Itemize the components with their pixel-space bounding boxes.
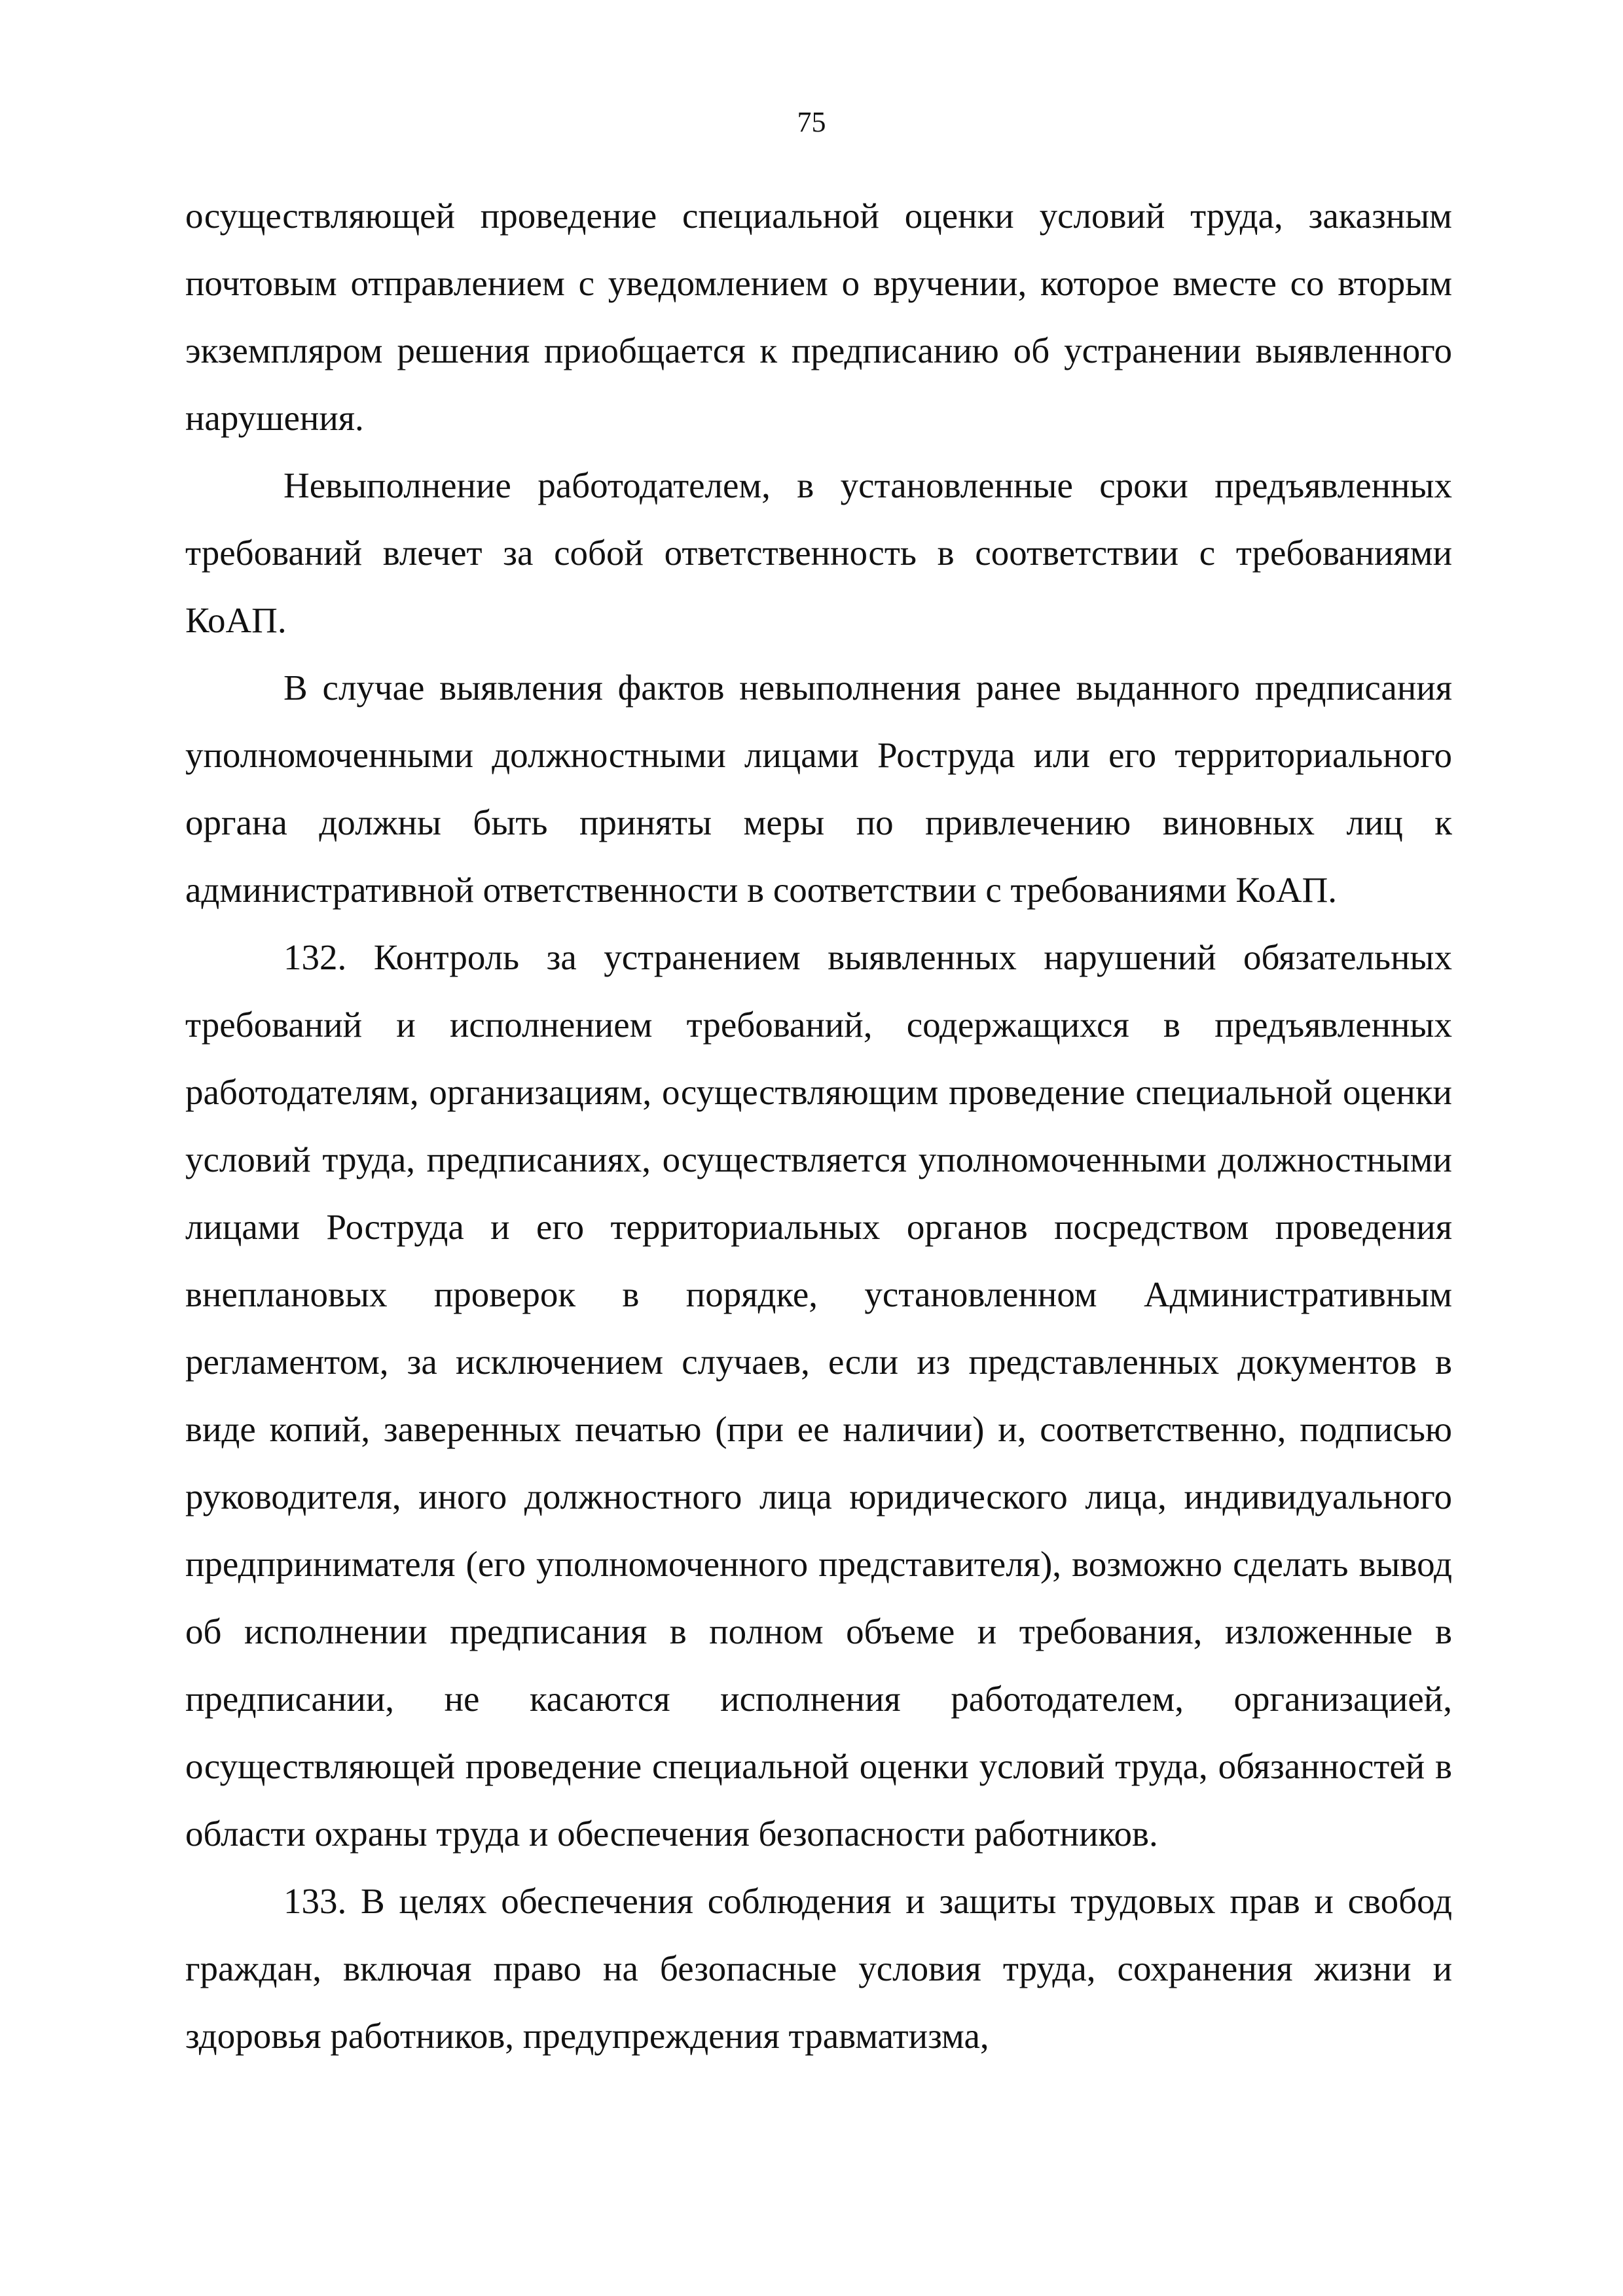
paragraph-item-133: 133. В целях обеспечения соблюдения и защиты трудовых прав и свобод граждан, включая право на безопасные условия труда, сохранения жизни и здоровья работников, предупреждения травматизма, — [185, 1881, 1452, 2056]
paragraph-non-fulfillment: Невыполнение работодателем, в установленные сроки предъявленных требований влечет за собой ответственность в соответствии с требованиями КоАП. — [185, 465, 1452, 640]
document-body — [185, 182, 1452, 2070]
paragraph-detection: В случае выявления фактов невыполнения ранее выданного предписания уполномоченными должностными лицами Роструда или его территориального органа должны быть приняты меры по привлечению виновных лиц к административной ответственности в соответствии с требованиями КоАП. — [185, 668, 1452, 910]
paragraph-item-132: 132. Контроль за устранением выявленных нарушений обязательных требований и исполнением требований, содержащихся в предъявленных работодателям, организациям, осуществляющим проведение специальной оценки условий труда, предписаниях, осуществляется уполномоченными должностными лицами Роструда и его территориальных органов посредством проведения внеплановых проверок в порядке, установленном Административным регламентом, за исключением случаев, если из представленных документов в виде копий, заверенных печатью (при ее наличии) и, соответственно, подписью руководителя, иного должностного лица юридического лица, индивидуального предпринимателя (его уполномоченного представителя), возможно сделать вывод об исполнении предписания в полном объеме и требования, изложенные в предписании, не касаются исполнения работодателем, организацией, осуществляющей проведение специальной оценки условий труда, обязанностей в области охраны труда и обеспечения безопасности работников. — [185, 937, 1452, 1854]
page-number: 75 — [797, 106, 826, 138]
paragraph-continuation: осуществляющей проведение специальной оценки условий труда, заказным почтовым отправлением с уведомлением о вручении, которое вместе со вторым экземпляром решения приобщается к предписанию об устранении выявленного нарушения. — [185, 196, 1452, 438]
